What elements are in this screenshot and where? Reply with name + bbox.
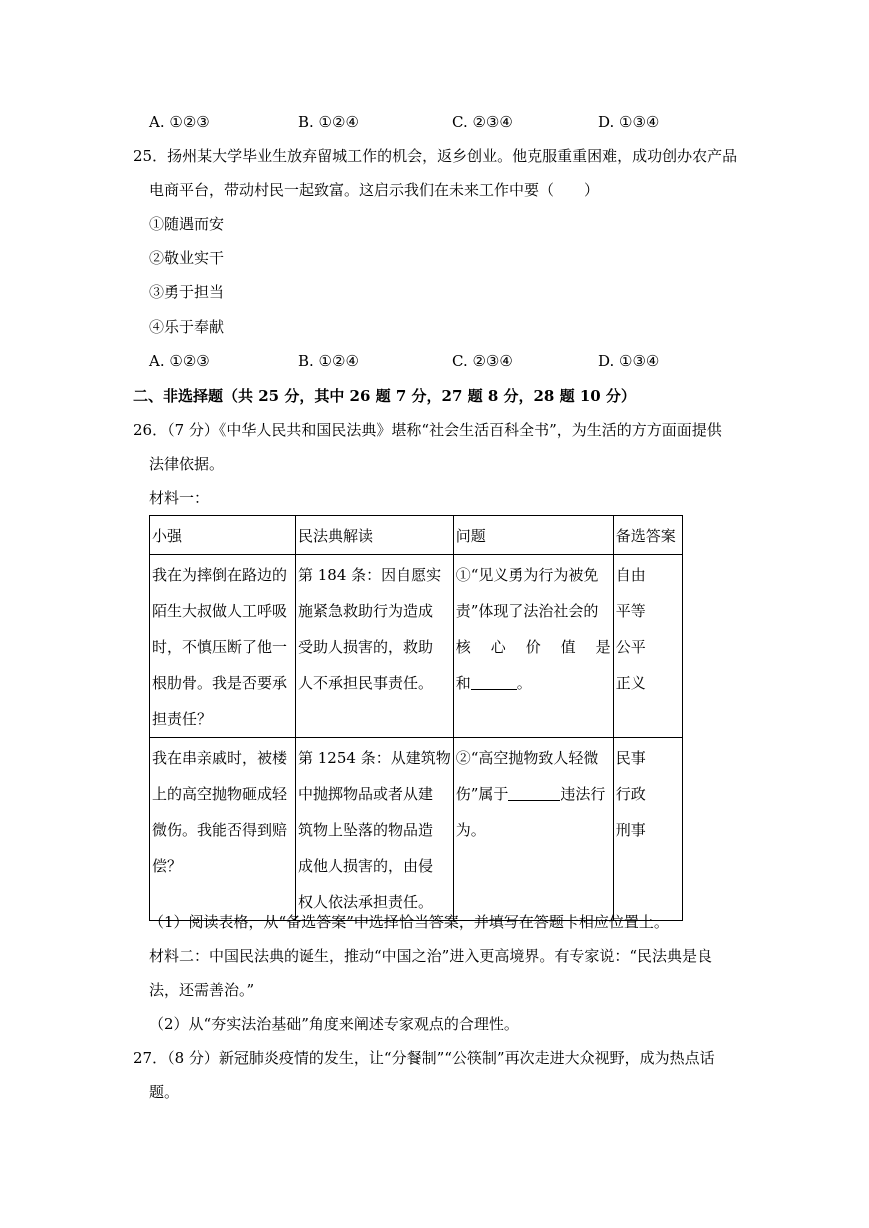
q24-option-a: A. ①②③ <box>149 113 210 131</box>
cell-line: 自由 <box>615 566 646 584</box>
table-cell <box>150 555 296 738</box>
table-row <box>150 555 683 738</box>
header-cell: 备选答案 <box>613 516 682 555</box>
table-cell <box>453 738 613 921</box>
q25-item-4: ④乐于奉献 <box>149 318 225 336</box>
q24-option-c: C. ②③④ <box>452 113 513 131</box>
cell-line: 中抛掷物品或者从建 <box>298 785 434 803</box>
cell-line: 人不承担民事责任。 <box>298 674 434 692</box>
char: 值 <box>560 638 576 656</box>
cell-line: 上的高空抛物砸成轻 <box>152 785 288 803</box>
q24-option-d: D. ①③④ <box>598 113 660 131</box>
header-cell: 问题 <box>453 516 613 555</box>
q25-item-3: ③勇于担当 <box>149 283 225 301</box>
material2-line2: 法，还需善治。” <box>149 981 255 999</box>
text: 违法行 <box>560 785 606 803</box>
table-cell <box>296 555 454 738</box>
cell-line: 微伤。我能否得到赔 <box>152 821 288 839</box>
text: 伤”属于 <box>455 785 509 803</box>
q25-item-1: ①随遇而安 <box>149 215 225 233</box>
text: 。 <box>516 674 532 692</box>
char: 价 <box>525 638 541 656</box>
cell-line: 偿？ <box>152 857 183 875</box>
q26-sub2: （2）从“夯实法治基础”角度来阐述专家观点的合理性。 <box>149 1015 519 1033</box>
q25-option-a: A. ①②③ <box>149 352 210 370</box>
material2-line1: 材料二：中国民法典的诞生，推动“中国之治”进入更高境界。有专家说：“民法典是良 <box>149 947 713 965</box>
material1-label: 材料一： <box>149 489 210 507</box>
cell-line <box>456 665 611 701</box>
section2-title: 二、非选择题（共 25 分，其中 26 题 7 分，27 题 8 分，28 题 10 分） <box>133 387 636 405</box>
cell-line: 民事 <box>615 749 646 767</box>
table-cell <box>613 555 682 738</box>
q25-item-2: ②敬业实干 <box>149 249 225 267</box>
answer-blank <box>508 786 560 801</box>
cell-line: ②“高空抛物致人轻微 <box>455 749 599 767</box>
q25-option-b: B. ①②④ <box>298 352 359 370</box>
cell-line: 我在串亲戚时，被楼 <box>152 749 288 767</box>
header-cell: 民法典解读 <box>296 516 454 555</box>
cell-line: 平等 <box>615 602 646 620</box>
q27-stem-line2: 题。 <box>149 1083 180 1101</box>
char: 心 <box>490 638 506 656</box>
table-row <box>150 738 683 921</box>
table-cell <box>453 555 613 738</box>
cell-line: 第 1254 条：从建筑物 <box>298 749 451 767</box>
q25-stem-line1: 25．扬州某大学毕业生放弃留城工作的机会，返乡创业。他克服重重困难，成功创办农产品 <box>133 147 738 165</box>
table-header-row <box>150 516 683 555</box>
table-cell <box>296 738 454 921</box>
cell-line: 行政 <box>615 785 646 803</box>
cell-line: 陌生大叔做人工呼吸 <box>152 602 288 620</box>
q27-stem-line1: 27．（8 分）新冠肺炎疫情的发生，让“分餐制”“公筷制”再次走进大众视野，成为热点话 <box>133 1049 715 1067</box>
cell-line: 根肋骨。我是否要承 <box>152 674 288 692</box>
table-cell <box>613 738 682 921</box>
cell-line: ①“见义勇为行为被免 <box>455 566 599 584</box>
civil-code-table <box>149 515 683 921</box>
cell-line: 公平 <box>615 638 646 656</box>
q26-stem-line1: 26．（7 分）《中华人民共和国民法典》堪称“社会生活百科全书”，为生活的方方面面提供 <box>133 421 722 439</box>
cell-line: 施紧急救助行为造成 <box>298 602 434 620</box>
cell-line: 为。 <box>455 821 486 839</box>
cell-line: 第 184 条：因自愿实 <box>298 566 442 584</box>
cell-line: 受助人损害的，救助 <box>298 638 434 656</box>
cell-line <box>456 776 611 812</box>
header-cell: 小强 <box>150 516 296 555</box>
cell-line: 权人依法承担责任。 <box>298 893 434 911</box>
q25-option-c: C. ②③④ <box>452 352 513 370</box>
text: 和 <box>455 674 471 692</box>
cell-line: 正义 <box>615 674 646 692</box>
cell-line: 责”体现了法治社会的 <box>455 602 599 620</box>
table-cell <box>150 738 296 921</box>
cell-line: 筑物上坠落的物品造 <box>298 821 434 839</box>
q24-option-b: B. ①②④ <box>298 113 359 131</box>
cell-line-justified <box>456 629 611 665</box>
q26-stem-line2: 法律依据。 <box>149 455 225 473</box>
cell-line: 成他人损害的，由侵 <box>298 857 434 875</box>
cell-line: 我在为摔倒在路边的 <box>152 566 288 584</box>
answer-blank <box>471 675 517 690</box>
cell-line: 刑事 <box>615 821 646 839</box>
q25-option-d: D. ①③④ <box>598 352 660 370</box>
cell-line: 担责任？ <box>152 710 213 728</box>
q26-sub1: （1）阅读表格，从“备选答案”中选择恰当答案，并填写在答题卡相应位置上。 <box>149 913 669 931</box>
q25-stem-line2: 电商平台，带动村民一起致富。这启示我们在未来工作中要（ ） <box>149 181 600 199</box>
char: 是 <box>595 638 611 656</box>
cell-line: 时，不慎压断了他一 <box>152 638 288 656</box>
char: 核 <box>455 638 471 656</box>
